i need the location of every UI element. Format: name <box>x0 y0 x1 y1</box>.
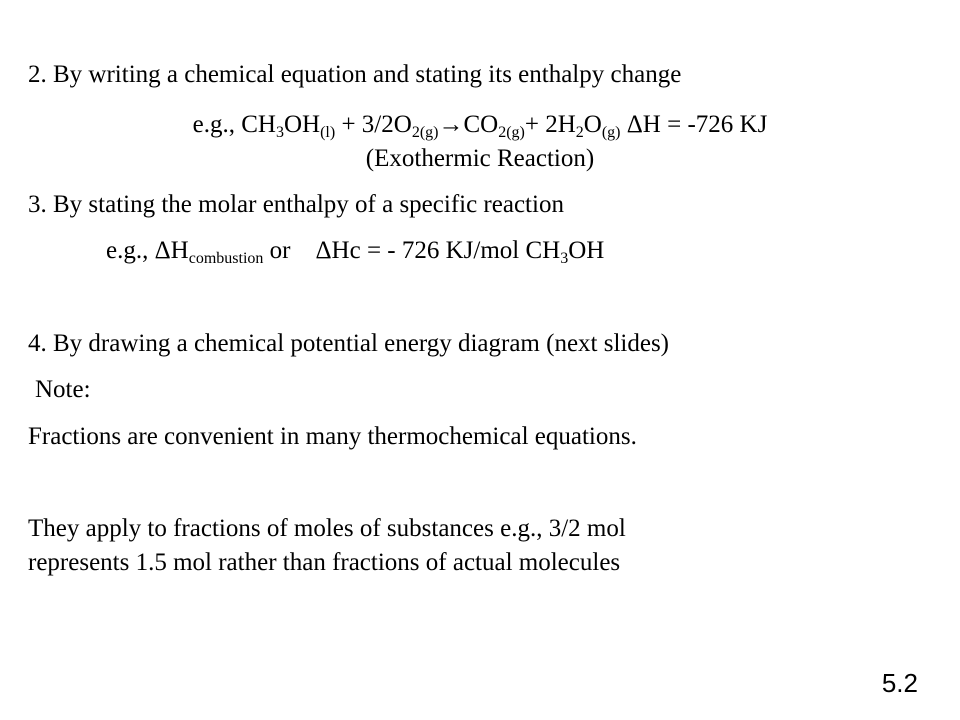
eq-text: + 3/2O <box>335 111 412 138</box>
item-2-heading: 2. By writing a chemical equation and stating its enthalpy change <box>28 61 682 88</box>
item-3-heading: 3. By stating the molar enthalpy of a specific reaction <box>28 191 564 218</box>
eq-text: O <box>583 111 602 138</box>
eq-text: e.g., ΔH <box>106 237 189 264</box>
molar-enthalpy-equation <box>106 236 960 266</box>
eq-text: ΔH = -726 KJ <box>620 111 768 138</box>
eq-subscript: 2(g) <box>411 124 439 141</box>
eq-text: e.g., CH <box>192 111 276 138</box>
note-text-moles: They apply to fractions of moles of substances e.g., 3/2 mol <box>28 515 626 542</box>
item-4-heading: 4. By drawing a chemical potential energy diagram (next slides) <box>28 330 670 357</box>
eq-subscript: 2 <box>575 124 584 141</box>
eq-subscript: (l) <box>320 124 336 141</box>
note-text-molecules: represents 1.5 mol rather than fractions of actual molecules <box>28 549 621 576</box>
eq-subscript: 2(g) <box>498 124 525 141</box>
eq-text: →CO <box>438 111 499 138</box>
eq-text: OH <box>283 111 321 138</box>
slide-number: 5.2 <box>881 668 918 698</box>
note-label: Note: <box>35 376 91 403</box>
exothermic-note: (Exothermic Reaction) <box>365 145 595 172</box>
eq-subscript: combustion <box>188 250 264 267</box>
eq-subscript: (g) <box>601 124 621 141</box>
eq-text: or ΔHc = - 726 KJ/mol CH <box>263 237 561 264</box>
eq-text: + 2H <box>524 111 576 138</box>
note-text-fractions: Fractions are convenient in many thermochemical equations. <box>28 423 637 450</box>
eq-subscript: 3 <box>560 250 569 267</box>
methanol-combustion-equation <box>0 110 960 140</box>
eq-subscript: 3 <box>275 124 284 141</box>
eq-text: OH <box>568 237 605 264</box>
